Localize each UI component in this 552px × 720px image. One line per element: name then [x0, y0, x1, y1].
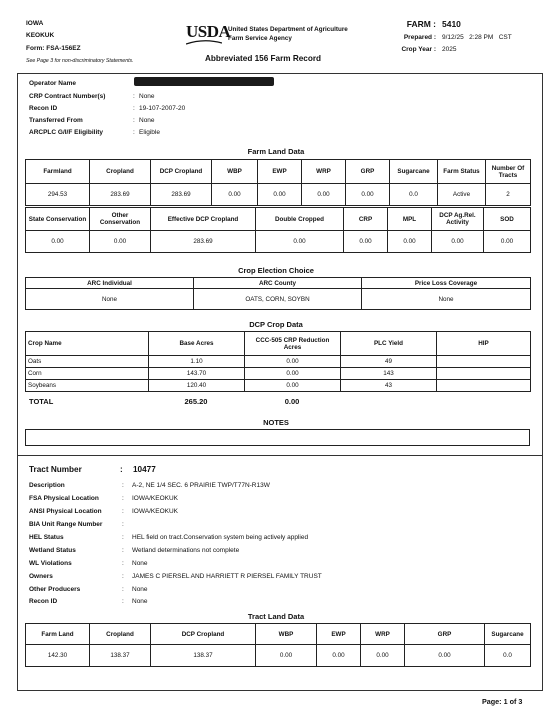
- cell: 143.70: [149, 368, 245, 380]
- col-effective-dcp-cropland: Effective DCP Cropland: [151, 208, 256, 231]
- tract-number-value: 10477: [133, 465, 156, 474]
- col-cropland: Cropland: [90, 160, 151, 184]
- col-price-loss-coverage: Price Loss Coverage: [362, 278, 531, 289]
- tract-label: Description: [29, 482, 65, 489]
- cell: 0.00: [346, 184, 390, 206]
- col-sod: SOD: [484, 208, 531, 231]
- total-crp-reduction: 0.00: [284, 397, 300, 406]
- tract-label: FSA Physical Location: [29, 495, 99, 502]
- col-crop-name: Crop Name: [26, 332, 149, 356]
- farm-land-table-1: [25, 159, 531, 206]
- col-hip: HIP: [437, 332, 531, 356]
- non-discrimination-note: See Page 3 for non-discriminatory Statements.: [26, 58, 134, 64]
- transferred-from-value: None: [139, 117, 155, 124]
- redaction-bar: [134, 77, 274, 86]
- tract-label: Owners: [29, 573, 53, 580]
- col-wrp: WRP: [302, 160, 346, 184]
- col-wrp: WRP: [361, 624, 405, 645]
- cell: 294.53: [26, 184, 90, 206]
- col-grp: GRP: [346, 160, 390, 184]
- cell: OATS, CORN, SOYBN: [194, 289, 362, 310]
- cell: 0.00: [26, 231, 90, 253]
- col-ewp: EWP: [258, 160, 302, 184]
- cell: 0.00: [245, 380, 341, 392]
- tract-value: A-2, NE 1/4 SEC. 6 PRAIRIE TWP/T77N-R13W: [132, 482, 270, 489]
- cell: 0.00: [256, 645, 317, 667]
- col-base-acres: Base Acres: [149, 332, 245, 356]
- prepared-label: Prepared :: [403, 34, 436, 41]
- tract-number-label: Tract Number: [29, 465, 82, 474]
- cell: 0.00: [484, 231, 531, 253]
- col-mpl: MPL: [388, 208, 432, 231]
- cell: 283.69: [151, 184, 212, 206]
- cell: 283.69: [90, 184, 151, 206]
- recon-id-label: Recon ID: [29, 105, 58, 112]
- cell: Corn: [26, 368, 149, 380]
- total-label: TOTAL: [29, 397, 54, 406]
- cell: 0.00: [90, 231, 151, 253]
- cell: 142.30: [26, 645, 90, 667]
- col-farm-status: Farm Status: [438, 160, 486, 184]
- usda-logo-swoosh-icon: [186, 40, 222, 45]
- crp-contract-label: CRP Contract Number(s): [29, 93, 106, 100]
- cell: 0.00: [388, 231, 432, 253]
- col-farm-land: Farm Land: [26, 624, 90, 645]
- dcp-crop-table: [25, 331, 531, 392]
- col-number-of-tracts: Number Of Tracts: [486, 160, 531, 184]
- cell: 0.0: [485, 645, 531, 667]
- recon-id-value: 19-107-2007-20: [139, 105, 186, 112]
- cell: 0.00: [302, 184, 346, 206]
- cell: 283.69: [151, 231, 256, 253]
- cell: Active: [438, 184, 486, 206]
- eligibility-value: Eligible: [139, 129, 160, 136]
- state-label: IOWA: [26, 20, 44, 27]
- eligibility-label: ARCPLC G/I/F Eligibility: [29, 129, 104, 136]
- col-crp: CRP: [344, 208, 388, 231]
- tract-value: None: [132, 598, 148, 605]
- table-row: [26, 368, 531, 380]
- cell: 120.40: [149, 380, 245, 392]
- cell: 0.00: [405, 645, 485, 667]
- col-arc-individual: ARC Individual: [26, 278, 194, 289]
- notes-box: [25, 429, 530, 446]
- col-double-cropped: Double Cropped: [256, 208, 344, 231]
- tract-land-table: [25, 623, 531, 667]
- crop-election-title: Crop Election Choice: [238, 266, 314, 275]
- col-dcp-ag-rel-activity: DCP Ag.Rel. Activity: [432, 208, 484, 231]
- cell: 0.00: [432, 231, 484, 253]
- cell: [437, 356, 531, 368]
- cell: 138.37: [90, 645, 151, 667]
- tract-label: ANSI Physical Location: [29, 508, 102, 515]
- agency-line-1: United States Department of Agriculture: [228, 26, 348, 33]
- table-row: [26, 380, 531, 392]
- farm-label: FARM :: [406, 19, 436, 29]
- cell: Oats: [26, 356, 149, 368]
- cell: 2: [486, 184, 531, 206]
- tract-land-title: Tract Land Data: [247, 612, 305, 621]
- operator-name-label: Operator Name: [29, 80, 76, 87]
- farm-land-title: Farm Land Data: [247, 147, 305, 156]
- cell: 0.00: [258, 184, 302, 206]
- cell: [437, 368, 531, 380]
- col-ewp: EWP: [317, 624, 361, 645]
- cell: 0.00: [245, 356, 341, 368]
- form-label: Form: FSA-156EZ: [26, 45, 81, 52]
- cell: [437, 380, 531, 392]
- cell: 0.00: [317, 645, 361, 667]
- cell: Soybeans: [26, 380, 149, 392]
- col-arc-county: ARC County: [194, 278, 362, 289]
- tract-label: Recon ID: [29, 598, 58, 605]
- col-grp: GRP: [405, 624, 485, 645]
- cell: 0.00: [245, 368, 341, 380]
- tract-label: Wetland Status: [29, 547, 76, 554]
- table-row: [26, 356, 531, 368]
- tract-value: IOWA/KEOKUK: [132, 508, 178, 515]
- cell: 1.10: [149, 356, 245, 368]
- col-crp-reduction-acres: CCC-505 CRP Reduction Acres: [245, 332, 341, 356]
- transferred-from-label: Transferred From: [29, 117, 83, 124]
- cell: None: [362, 289, 531, 310]
- cell: 0.00: [361, 645, 405, 667]
- tract-label: HEL Status: [29, 534, 64, 541]
- dcp-crop-title: DCP Crop Data: [249, 320, 303, 329]
- cell: 0.0: [390, 184, 438, 206]
- col-wbp: WBP: [256, 624, 317, 645]
- notes-title: NOTES: [263, 418, 289, 427]
- tract-value: Wetland determinations not complete: [132, 547, 240, 554]
- cell: None: [26, 289, 194, 310]
- col-farmland: Farmland: [26, 160, 90, 184]
- col-plc-yield: PLC Yield: [341, 332, 437, 356]
- crop-year-value: 2025: [442, 46, 457, 53]
- cell: 143: [341, 368, 437, 380]
- tract-value: IOWA/KEOKUK: [132, 495, 178, 502]
- crop-election-table: [25, 277, 531, 310]
- col-other-conservation: Other Conservation: [90, 208, 151, 231]
- total-base-acres: 265.20: [184, 397, 208, 406]
- cell: 138.37: [151, 645, 256, 667]
- county-label: KEOKUK: [26, 32, 55, 39]
- tract-value: None: [132, 560, 148, 567]
- tract-label: BIA Unit Range Number: [29, 521, 103, 528]
- usda-logo: USDA: [186, 22, 231, 41]
- col-state-conservation: State Conservation: [26, 208, 90, 231]
- cell: 0.00: [344, 231, 388, 253]
- crop-year-label: Crop Year :: [401, 46, 436, 53]
- agency-line-2: Farm Service Agency: [228, 35, 292, 42]
- col-dcp-cropland: DCP Cropland: [151, 160, 212, 184]
- tract-label: Other Producers: [29, 586, 81, 593]
- col-dcp-cropland: DCP Cropland: [151, 624, 256, 645]
- col-sugarcane: Sugarcane: [390, 160, 438, 184]
- col-sugarcane: Sugarcane: [485, 624, 531, 645]
- cell: 49: [341, 356, 437, 368]
- farm-land-table-2: [25, 207, 531, 253]
- tract-value: HEL field on tract.Conservation system being actively applied: [132, 534, 309, 541]
- page-number: Page: 1 of 3: [482, 697, 523, 706]
- section-divider: [17, 455, 543, 456]
- tract-value: JAMES C PIERSEL AND HARRIETT R PIERSEL FAMILY TRUST: [132, 573, 322, 580]
- page-title: Abbreviated 156 Farm Record: [205, 54, 322, 63]
- prepared-value: 9/12/25 2:28 PM CST: [442, 34, 512, 41]
- col-cropland: Cropland: [90, 624, 151, 645]
- tract-value: None: [132, 586, 148, 593]
- cell: 0.00: [256, 231, 344, 253]
- crp-contract-value: None: [139, 93, 155, 100]
- tract-label: WL Violations: [29, 560, 72, 567]
- farm-number: 5410: [442, 19, 461, 29]
- cell: 43: [341, 380, 437, 392]
- cell: 0.00: [212, 184, 258, 206]
- col-wbp: WBP: [212, 160, 258, 184]
